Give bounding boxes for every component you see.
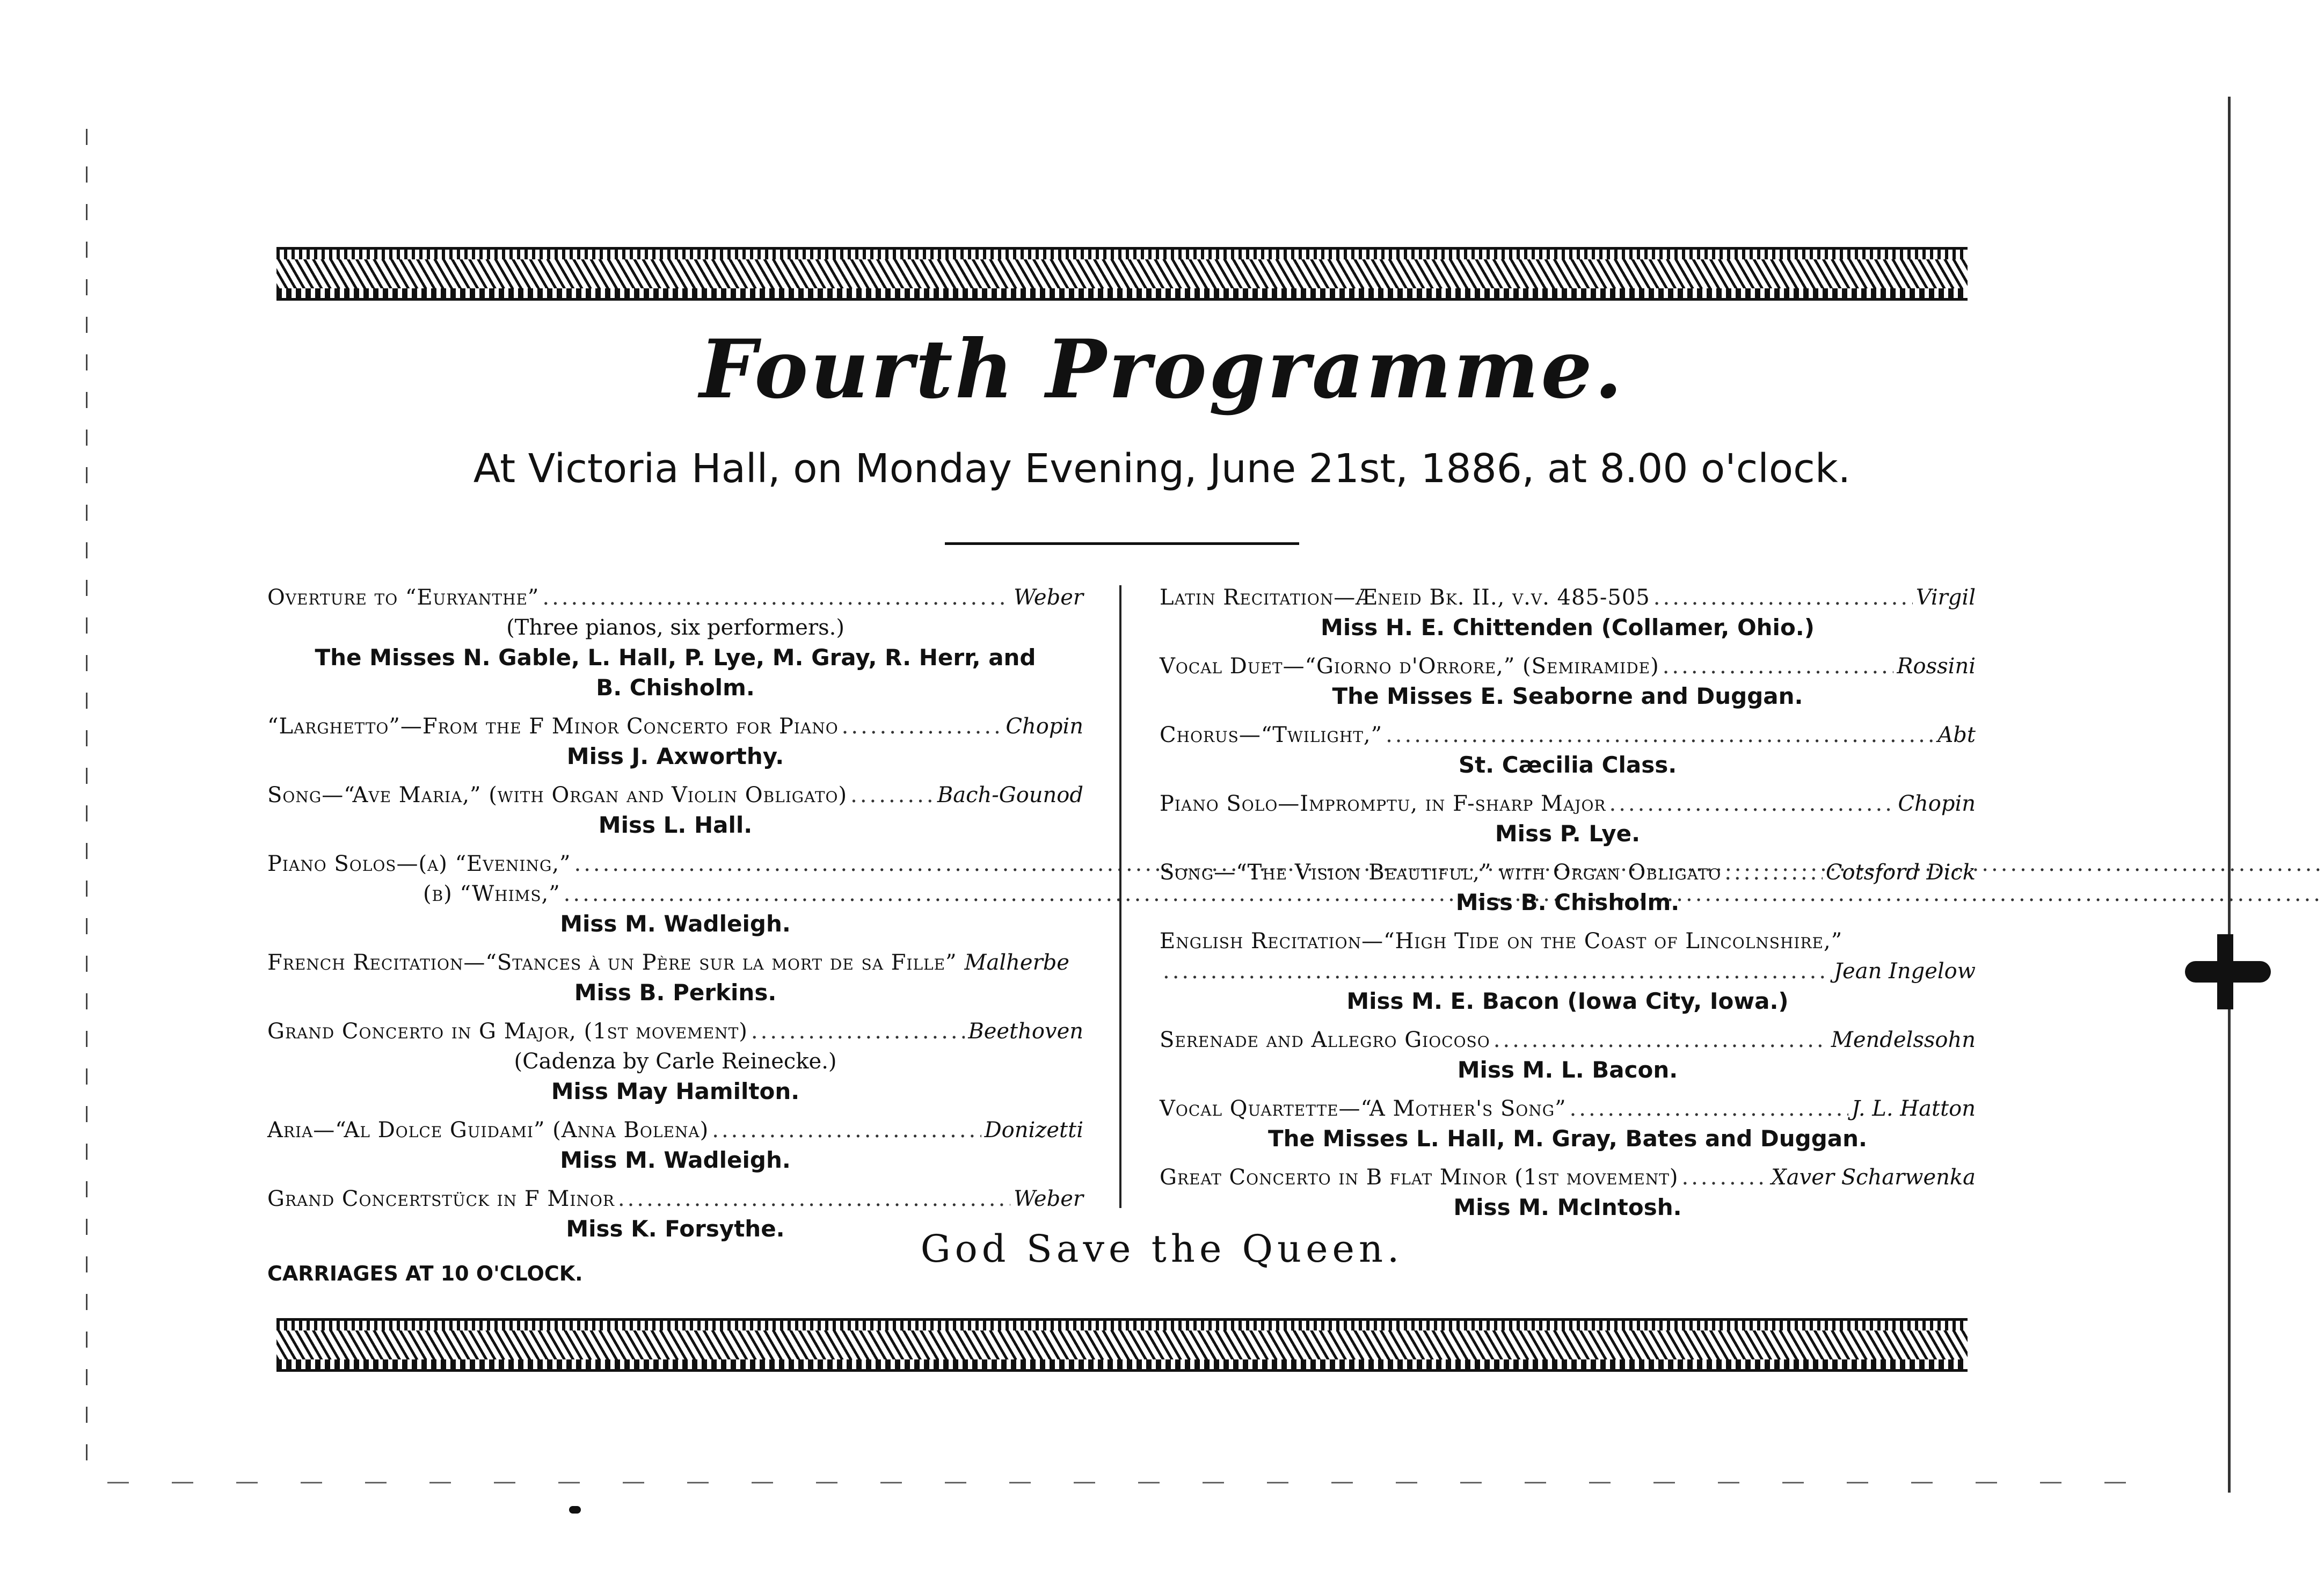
ink-speck: [569, 1506, 581, 1514]
item-heading: Song—“The Vision Beautiful,” with Organ Obligato: [1160, 860, 1722, 885]
item-heading: Serenade and Allegro Giocoso: [1160, 1028, 1490, 1052]
item-note: (Cadenza by Carle Reinecke.): [514, 1049, 837, 1074]
column-divider: [1119, 585, 1121, 1208]
program-item: [267, 1115, 1083, 1175]
item-heading: Chorus—“Twilight,”: [1160, 723, 1383, 747]
item-heading: Vocal Duet—“Giorno d'Orrore,” (Semiramide): [1160, 654, 1659, 679]
item-performers: Miss B. Perkins.: [574, 979, 777, 1006]
item-composer: Xaver Scharwenka: [1771, 1165, 1976, 1190]
item-performers: B. Chisholm.: [596, 674, 755, 701]
program-item: [1160, 651, 1976, 711]
program-item: [1160, 1025, 1976, 1085]
program-item: [1160, 1094, 1976, 1154]
item-heading: Overture to “Euryanthe”: [267, 585, 540, 610]
item-heading: Aria—“Al Dolce Guidami” (Anna Bolena): [267, 1118, 709, 1143]
item-performers: Miss P. Lye.: [1495, 820, 1641, 847]
item-composer: Bach-Gounod: [937, 783, 1083, 808]
item-performers: Miss M. Wadleigh.: [560, 911, 791, 937]
program-item: [267, 711, 1083, 772]
item-heading: French Recitation—“Stances à un Père sur la mort de sa Fille”: [267, 950, 957, 975]
item-performers: St. Cæcilia Class.: [1458, 752, 1677, 778]
decorative-border-bottom: [276, 1318, 1968, 1372]
item-composer: Malherbe: [964, 950, 1069, 975]
item-note: (Three pianos, six performers.): [506, 615, 844, 640]
program-item: [267, 583, 1083, 703]
item-composer: Chopin: [1006, 714, 1083, 739]
right-column: [1160, 583, 1976, 1231]
item-performers: Miss M. L. Bacon.: [1457, 1057, 1678, 1083]
item-composer: Weber: [1014, 585, 1083, 610]
item-heading: Song—“Ave Maria,” (with Organ and Violin Obligato): [267, 783, 848, 808]
programme-title: Fourth Programme.: [699, 322, 1625, 417]
item-composer: Abt: [1937, 723, 1976, 747]
program-item: [267, 1016, 1083, 1107]
item-heading: Piano Solos—(a) “Evening,”: [267, 852, 571, 876]
item-performers: Miss M. E. Bacon (Iowa City, Iowa.): [1346, 988, 1789, 1014]
item-composer: Beethoven: [968, 1019, 1083, 1044]
item-heading: English Recitation—“High Tide on the Coast of Lincolnshire,”: [1160, 929, 1843, 954]
item-performers: The Misses L. Hall, M. Gray, Bates and Duggan.: [1267, 1125, 1867, 1152]
item-composer: Cotsford Dick: [1825, 860, 1976, 885]
item-heading: Grand Concerto in G Major, (1st movement): [267, 1019, 748, 1044]
item-composer: Weber: [1014, 1187, 1083, 1211]
item-subheading: (b) “Whims,”: [423, 882, 560, 906]
title-rule: [945, 542, 1299, 545]
ink-blot-stem: [2217, 934, 2233, 1009]
item-heading: Latin Recitation—Æneid Bk. II., v.v. 485-505: [1160, 585, 1650, 610]
item-performers: The Misses N. Gable, L. Hall, P. Lye, M. Gray, R. Herr, and: [315, 644, 1036, 671]
item-heading: Vocal Quartette—“A Mother's Song”: [1160, 1096, 1567, 1121]
item-performers: Miss J. Axworthy.: [566, 743, 784, 769]
item-performers: Miss K. Forsythe.: [566, 1216, 785, 1242]
program-item: [1160, 857, 1976, 918]
programme-subtitle: At Victoria Hall, on Monday Evening, June 21st, 1886, at 8.00 o'clock.: [473, 446, 1851, 492]
item-heading: Piano Solo—Impromptu, in F-sharp Major: [1160, 791, 1606, 816]
program-item: [1160, 789, 1976, 849]
item-heading: Grand Concertstück in F Minor: [267, 1187, 615, 1211]
program-item: [1160, 926, 1976, 1016]
item-performers: The Misses E. Seaborne and Duggan.: [1332, 683, 1803, 709]
program-item: [267, 948, 1083, 1008]
item-performers: Miss May Hamilton.: [551, 1078, 800, 1104]
left-column: [267, 583, 1083, 1253]
item-composer: J. L. Hatton: [1851, 1096, 1976, 1121]
item-composer: Chopin: [1898, 791, 1976, 816]
item-composer: Donizetti: [984, 1118, 1083, 1143]
item-performers: Miss B. Chisholm.: [1455, 889, 1680, 915]
program-item: [1160, 583, 1976, 643]
item-composer: Mendelssohn: [1831, 1028, 1976, 1052]
program-item: [267, 849, 1083, 939]
item-heading: “Larghetto”—From the F Minor Concerto for Piano: [267, 714, 839, 739]
program-item: [267, 780, 1083, 840]
item-performers: Miss M. McIntosh.: [1453, 1194, 1682, 1220]
item-performers: Miss H. E. Chittenden (Collamer, Ohio.): [1321, 614, 1815, 641]
item-composer: Jean Ingelow: [1834, 959, 1976, 984]
program-item: [1160, 1162, 1976, 1223]
item-composer: Virgil: [1915, 585, 1976, 610]
item-heading: Great Concerto in B flat Minor (1st movement): [1160, 1165, 1679, 1190]
item-composer: Rossini: [1897, 654, 1976, 679]
scan-edge-right: [2228, 97, 2231, 1493]
item-performers: Miss L. Hall.: [598, 812, 753, 838]
god-save-the-queen: God Save the Queen.: [920, 1227, 1404, 1271]
decorative-border-top: [276, 247, 1968, 301]
scan-edge-bottom: [107, 1482, 2147, 1483]
item-performers: Miss M. Wadleigh.: [560, 1147, 791, 1173]
program-item: [1160, 720, 1976, 780]
carriages-note: CARRIAGES AT 10 O'CLOCK.: [267, 1262, 583, 1285]
